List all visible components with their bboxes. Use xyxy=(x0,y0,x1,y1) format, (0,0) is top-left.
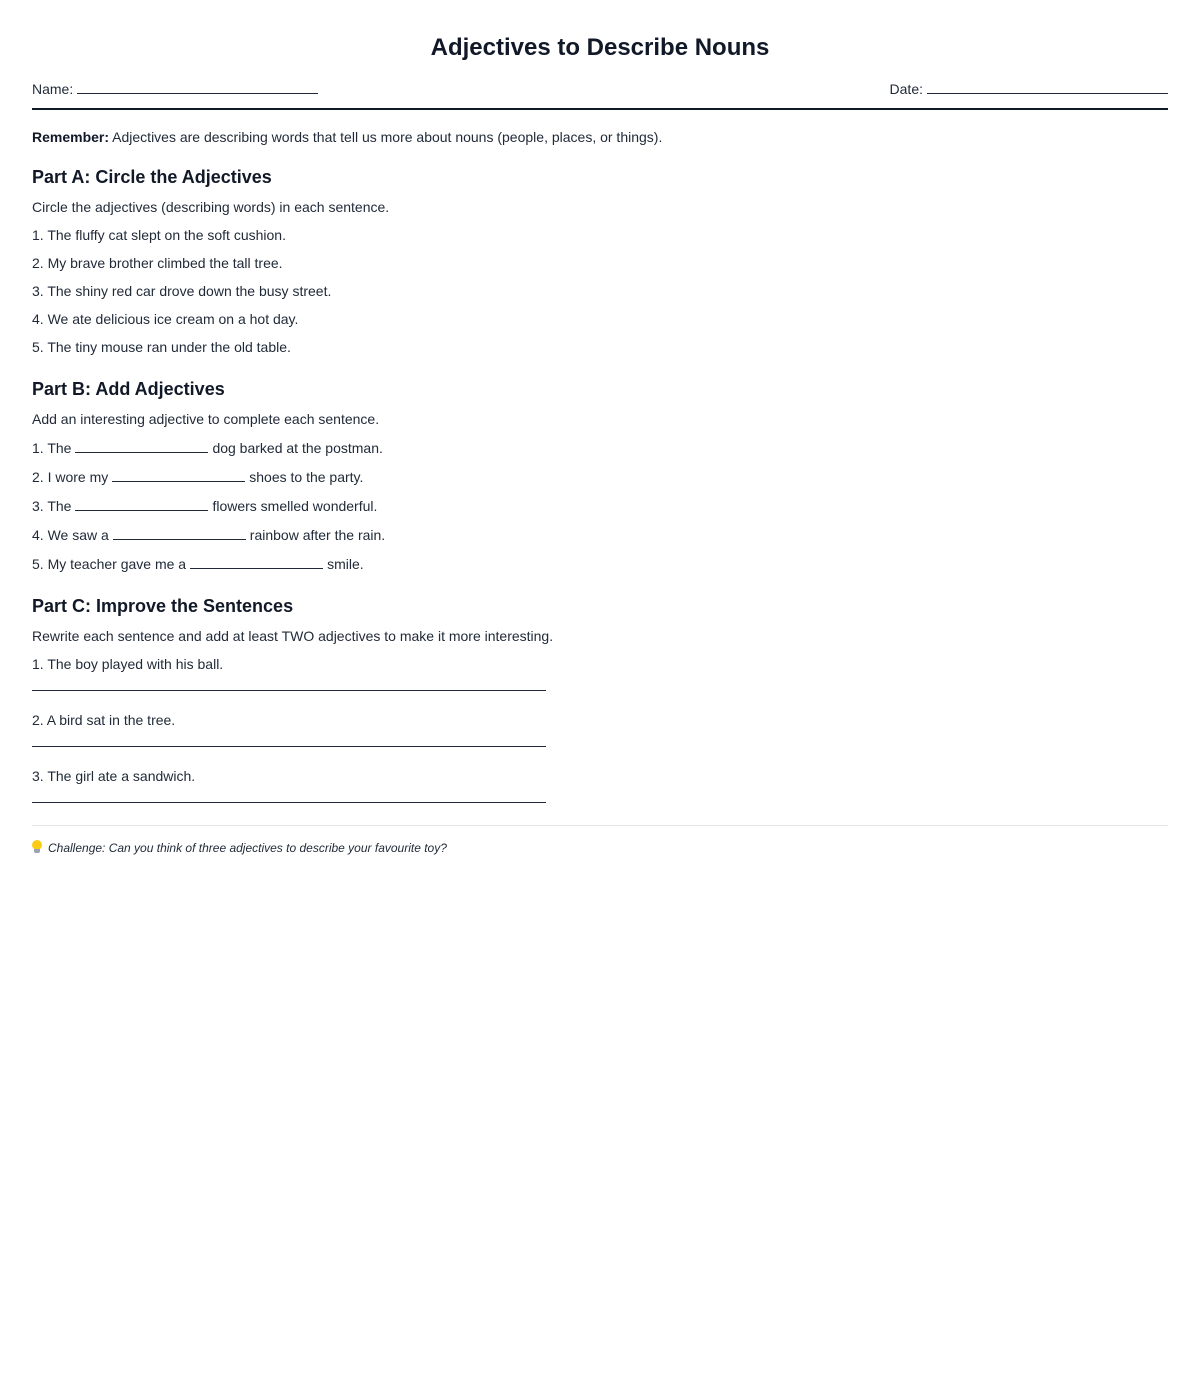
part-b-item-before: 3. The xyxy=(32,498,72,514)
answer-line[interactable] xyxy=(32,802,546,803)
part-b-item-before: 1. The xyxy=(32,440,72,456)
part-b-item-after: smile. xyxy=(327,556,364,572)
part-b-item xyxy=(32,554,1168,573)
part-a-item: 1. The fluffy cat slept on the soft cushion. xyxy=(32,227,286,243)
part-b-instruction: Add an interesting adjective to complete each sentence. xyxy=(32,411,380,427)
part-b-item-after: shoes to the party. xyxy=(249,469,364,485)
part-a-item: 2. My brave brother climbed the tall tree. xyxy=(32,255,283,271)
name-field[interactable] xyxy=(32,78,318,98)
part-c-item: 3. The girl ate a sandwich. xyxy=(32,768,196,784)
part-c-instruction: Rewrite each sentence and add at least TWO adjectives to make it more interesting. xyxy=(32,628,554,644)
answer-line[interactable] xyxy=(32,690,546,691)
date-field[interactable] xyxy=(890,78,1168,98)
part-b-item-before: 2. I wore my xyxy=(32,469,109,485)
part-b-title: Part B: Add Adjectives xyxy=(32,379,225,399)
challenge-text: Challenge: Can you think of three adjectives to describe your favourite toy? xyxy=(48,841,447,855)
lightbulb-icon xyxy=(32,840,42,854)
part-a-item: 4. We ate delicious ice cream on a hot day. xyxy=(32,311,299,327)
name-label: Name: xyxy=(32,81,74,97)
answer-line[interactable] xyxy=(32,746,546,747)
part-b-item-before: 4. We saw a xyxy=(32,527,109,543)
fill-in-blank[interactable] xyxy=(112,467,245,482)
date-label: Date: xyxy=(889,81,923,97)
remember-note xyxy=(32,128,1168,146)
fill-in-blank[interactable] xyxy=(75,438,208,453)
remember-label: Remember: xyxy=(32,129,110,145)
challenge-note xyxy=(32,840,1168,855)
part-c-item: 2. A bird sat in the tree. xyxy=(32,712,176,728)
name-date-row xyxy=(32,78,1168,110)
worksheet-page xyxy=(32,0,1168,855)
part-c-title: Part C: Improve the Sentences xyxy=(32,596,294,616)
fill-in-blank[interactable] xyxy=(75,496,208,511)
part-a-instruction: Circle the adjectives (describing words) in each sentence. xyxy=(32,199,390,215)
divider xyxy=(32,825,1168,826)
date-blank-line[interactable] xyxy=(927,78,1168,94)
part-b-item xyxy=(32,467,1168,486)
part-a-item: 5. The tiny mouse ran under the old table. xyxy=(32,339,291,355)
page-title: Adjectives to Describe Nouns xyxy=(430,34,770,61)
part-a-item: 3. The shiny red car drove down the busy street. xyxy=(32,283,332,299)
part-b-item xyxy=(32,496,1168,515)
name-blank-line[interactable] xyxy=(77,78,318,94)
part-a-title: Part A: Circle the Adjectives xyxy=(32,167,272,187)
fill-in-blank[interactable] xyxy=(113,525,246,540)
remember-text: Adjectives are describing words that tell us more about nouns (people, places, or things). xyxy=(112,129,663,145)
part-c-item: 1. The boy played with his ball. xyxy=(32,656,224,672)
fill-in-blank[interactable] xyxy=(190,554,323,569)
part-b-item xyxy=(32,438,1168,457)
part-b-item-before: 5. My teacher gave me a xyxy=(32,556,187,572)
part-b-item xyxy=(32,525,1168,544)
part-b-item-after: rainbow after the rain. xyxy=(249,527,386,543)
part-b-item-after: dog barked at the postman. xyxy=(212,440,383,456)
part-b-item-after: flowers smelled wonderful. xyxy=(212,498,378,514)
